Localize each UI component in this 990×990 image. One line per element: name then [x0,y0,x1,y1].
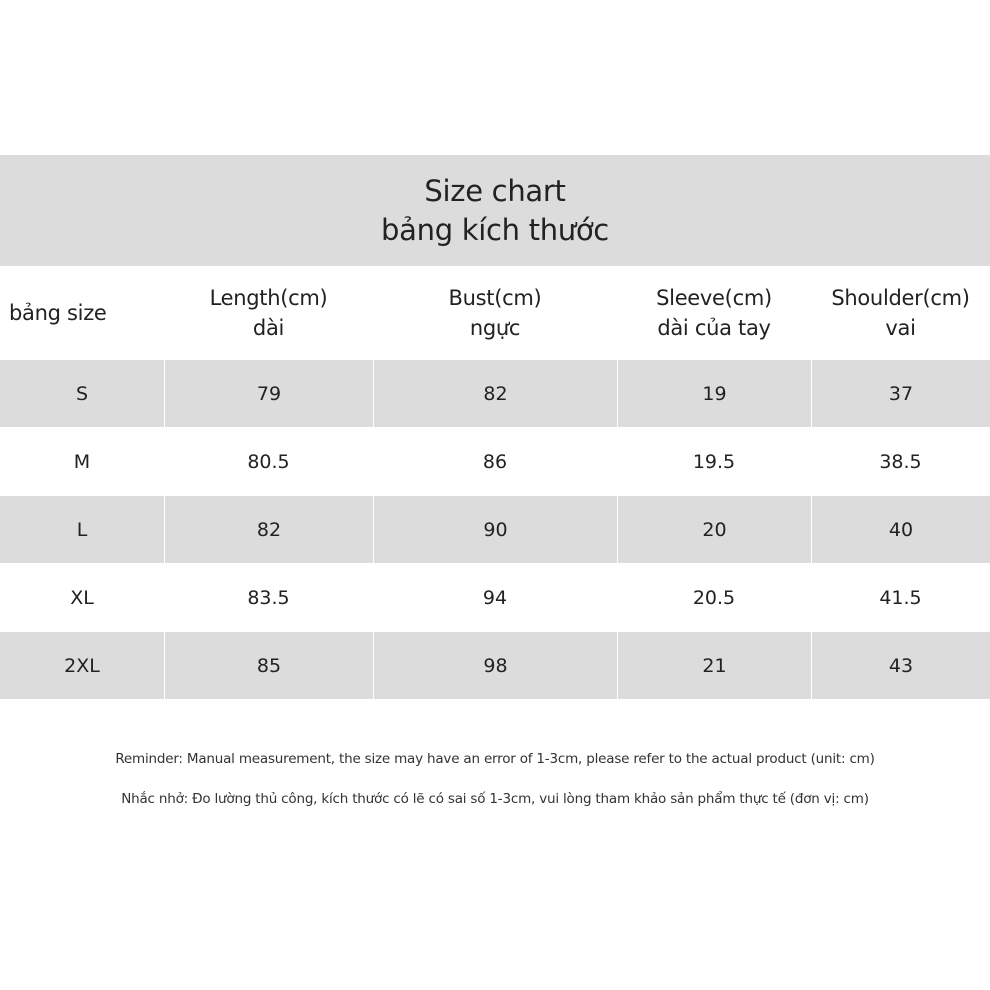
table-row-s [0,360,990,427]
reminder-note-english: Reminder: Manual measurement, the size may have an error of 1-3cm, please refer to the actual product (unit: cm) [115,751,875,767]
sleeve-value: 19 [702,382,727,405]
shoulder-cell [811,632,990,699]
size-label: M [73,450,91,473]
size-label: XL [70,586,94,609]
length-cell [164,360,373,427]
shoulder-cell [811,496,990,563]
bust-value: 98 [483,654,508,677]
length-value: 83.5 [247,586,290,609]
table-row-l [0,496,990,563]
header-length-cell [164,266,373,360]
length-cell [164,632,373,699]
bust-cell [373,496,617,563]
header-size-cell [0,266,164,360]
sleeve-cell [617,428,811,495]
sleeve-cell [617,360,811,427]
length-value: 82 [256,518,282,541]
bust-value: 82 [483,382,508,405]
header-sleeve-en: Sleeve(cm) [656,286,772,310]
table-header-row [0,266,990,360]
size-cell [0,564,164,631]
bust-cell [373,564,617,631]
size-label: 2XL [64,654,100,677]
header-sleeve-cell [617,266,811,360]
shoulder-value: 41.5 [879,586,922,609]
length-value: 85 [256,654,282,677]
reminder-note-vietnamese: Nhắc nhở: Đo lường thủ công, kích thước có lẽ có sai số 1-3cm, vui lòng tham khảo sản phẩm thực tế (đơn vị: cm) [121,791,869,807]
length-cell [164,428,373,495]
title-vietnamese: bảng kích thước [381,212,609,247]
shoulder-value: 37 [888,382,914,405]
bust-cell [373,428,617,495]
header-shoulder-vi: vai [885,316,916,340]
length-value: 79 [256,382,282,405]
title-band [0,155,990,266]
length-value: 80.5 [247,450,290,473]
size-cell [0,360,164,427]
length-cell [164,496,373,563]
size-cell [0,496,164,563]
sleeve-value: 20 [702,518,727,541]
shoulder-value: 43 [888,654,914,677]
header-bust-cell [373,266,617,360]
bust-value: 90 [483,518,508,541]
header-length-vi: dài [252,316,285,340]
shoulder-cell [811,428,990,495]
header-shoulder-cell [811,266,990,360]
shoulder-cell [811,360,990,427]
shoulder-value: 40 [888,518,914,541]
sleeve-value: 21 [702,654,727,677]
header-bust-vi: ngực [469,316,521,340]
header-length-en: Length(cm) [209,286,328,310]
bust-value: 86 [482,450,508,473]
header-bust-en: Bust(cm) [448,286,542,310]
size-label: L [76,518,88,541]
size-cell [0,428,164,495]
table-row-m [0,428,990,495]
length-cell [164,564,373,631]
shoulder-value: 38.5 [879,450,922,473]
table-row-2xl [0,632,990,699]
header-sleeve-vi: dài của tay [657,316,771,340]
size-cell [0,632,164,699]
header-size-label: bảng size [9,301,107,325]
sleeve-cell [617,632,811,699]
table-row-xl [0,564,990,631]
bust-cell [373,632,617,699]
sleeve-value: 20.5 [692,586,736,609]
sleeve-value: 19.5 [692,450,736,473]
sleeve-cell [617,496,811,563]
shoulder-cell [811,564,990,631]
bust-value: 94 [482,586,508,609]
sleeve-cell [617,564,811,631]
bust-cell [373,360,617,427]
title-english: Size chart [424,173,566,208]
header-shoulder-en: Shoulder(cm) [831,286,970,310]
size-label: S [75,382,89,405]
